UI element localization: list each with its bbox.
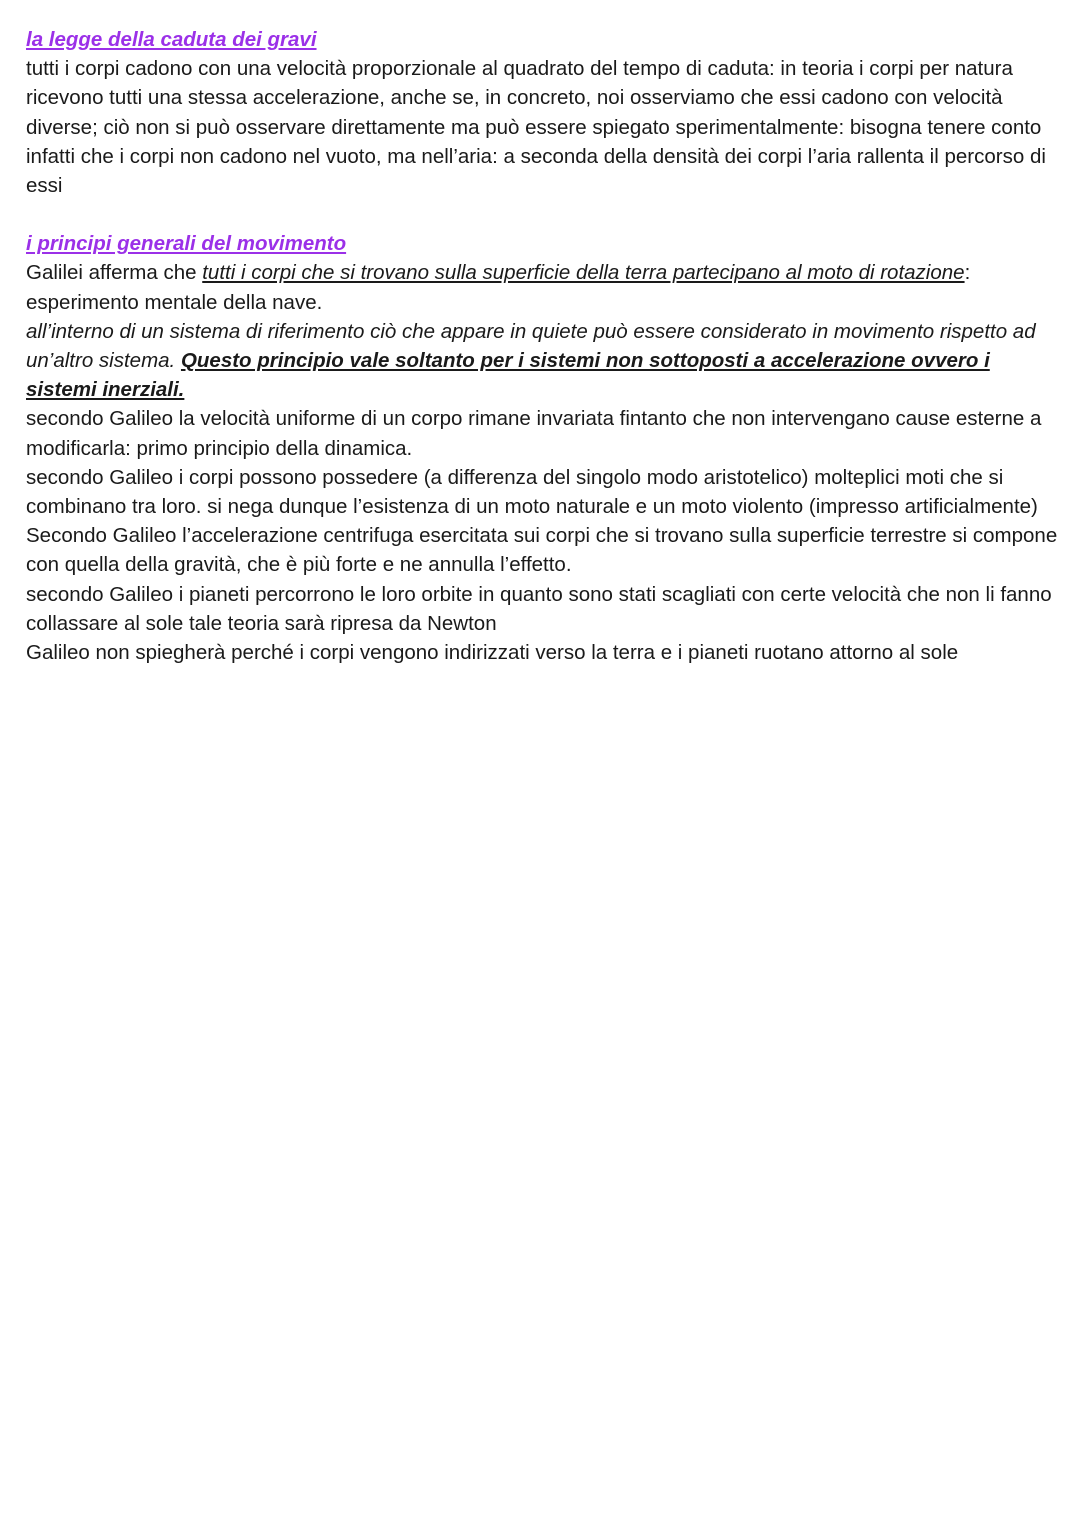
- paragraph-rotazione-terra: [26, 258, 1060, 316]
- section-heading-caduta-gravi: la legge della caduta dei gravi: [26, 28, 317, 51]
- section-heading-principi-movimento: i principi generali del movimento: [26, 232, 347, 256]
- paragraph-sistemi-inerziali: [26, 317, 1060, 405]
- paragraph-conclusione: Galileo non spiegherà perché i corpi vengono indirizzati verso la terra e i pianeti ruotano attorno al sole: [26, 641, 959, 665]
- paragraph-moti-combinati: secondo Galileo i corpi possono possedere (a differenza del singolo modo aristotelico) molteplici moti che si combinano tra loro. si nega dunque l’esistenza di un moto naturale e un moto violento (impresso artificialmente): [26, 465, 1038, 519]
- emphasized-text: tutti i corpi che si trovano sulla superficie della terra partecipano al moto di rotazione: [202, 261, 965, 285]
- text-run: : esperimento mentale della nave.: [26, 261, 971, 314]
- text-run: Galilei afferma che: [26, 261, 203, 285]
- italic-text: all’interno di un sistema di riferimento ciò che appare in quiete può essere considerato in movimento rispetto ad un’altro sistema.: [26, 319, 1036, 373]
- paragraph-orbite-pianeti: secondo Galileo i pianeti percorrono le loro orbite in quanto sono stati scagliati con certe velocità che non li fanno collassare al sole tale teoria sarà ripresa da Newton: [26, 582, 1052, 635]
- paragraph-spacer: [26, 200, 1060, 229]
- paragraph-primo-principio: secondo Galileo la velocità uniforme di un corpo rimane invariata fintanto che non intervengano cause esterne a modificarla: primo principio della dinamica.: [26, 407, 1042, 460]
- paragraph-caduta-gravi: tutti i corpi cadono con una velocità proporzionale al quadrato del tempo di caduta: in teoria i corpi per natura ricevono tutti una stessa accelerazione, anche se, in concreto, noi osserviamo che essi cadono con velocità diverse; ciò non si può osservare direttamente ma può essere spiegato sperimentalmente: bisogna tenere conto infatti che i corpi non cadono nel vuoto, ma nell’aria: a seconda della densità dei corpi l’aria rallenta il percorso di essi: [26, 57, 1046, 198]
- document-page: [26, 25, 1060, 667]
- bold-emphasis-text: Questo principio vale soltanto per i sistemi non sottoposti a accelerazione ovvero i sistemi inerziali.: [26, 349, 990, 402]
- paragraph-accelerazione-centrifuga: Secondo Galileo l’accelerazione centrifuga esercitata sui corpi che si trovano sulla superficie terrestre si compone con quella della gravità, che è più forte e ne annulla l’effetto.: [26, 524, 1058, 577]
